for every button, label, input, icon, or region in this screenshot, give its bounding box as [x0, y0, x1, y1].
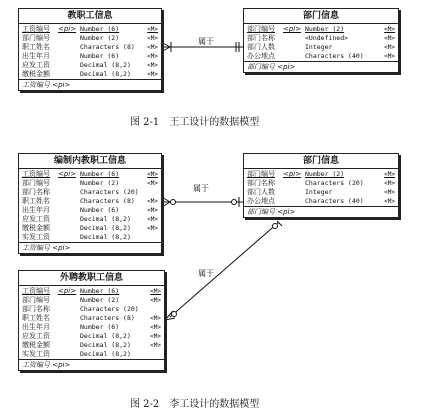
attribute-name: 部门人数: [247, 188, 275, 196]
attribute-mandatory: <M>: [147, 198, 158, 205]
attribute-name: 职工姓名: [22, 314, 50, 322]
attribute-type: Number (6): [80, 52, 120, 60]
attribute-row: [247, 34, 395, 43]
attribute-identifier: <pi>: [283, 25, 302, 33]
attribute-row: [22, 34, 158, 43]
attribute-type: Integer: [305, 188, 333, 196]
entity-identifier: 工资编号 <pi>: [19, 79, 161, 90]
attribute-mandatory: <M>: [147, 225, 158, 232]
attribute-identifier: <pi>: [58, 170, 77, 178]
attribute-row: [22, 350, 161, 359]
attribute-type: Characters (8): [80, 197, 135, 205]
attribute-row: [22, 341, 161, 350]
attribute-type: Characters (40): [305, 52, 364, 60]
attribute-mandatory: <M>: [147, 171, 158, 178]
attribute-type: Number (6): [80, 25, 120, 33]
attribute-type: Decimal (8,2): [80, 61, 131, 69]
fig2-entity-dept: [243, 153, 399, 218]
attribute-mandatory: <M>: [147, 207, 158, 214]
attribute-row: [247, 197, 395, 206]
attribute-mandatory: <M>: [147, 26, 158, 33]
attribute-name: 部门人数: [247, 43, 275, 51]
attribute-row: [22, 25, 158, 34]
attribute-type: Characters (20): [80, 305, 139, 313]
entity-title: 教职工信息: [19, 9, 161, 24]
attribute-row: [247, 43, 395, 52]
attribute-row: [247, 188, 395, 197]
attribute-row: [22, 179, 158, 188]
attribute-row: [22, 215, 158, 224]
attribute-type: Characters (20): [305, 179, 364, 187]
attribute-mandatory: <M>: [150, 315, 161, 322]
attribute-name: 应发工资: [22, 61, 50, 69]
attribute-row: [247, 25, 395, 34]
fig2-relation-label-1: 属于: [193, 184, 209, 193]
attribute-name: 职工姓名: [22, 197, 50, 205]
attribute-name: 工资编号: [22, 170, 50, 178]
attribute-identifier: <pi>: [58, 287, 77, 295]
attribute-type: Number (2): [305, 25, 345, 33]
attribute-name: 缴税金额: [22, 341, 50, 349]
attribute-name: 部门编号: [22, 296, 50, 304]
attribute-row: [22, 305, 161, 314]
attribute-type: Decimal (8,2): [80, 70, 131, 78]
attribute-name: 部门名称: [22, 305, 50, 313]
attribute-mandatory: <M>: [150, 333, 161, 340]
attribute-type: Number (2): [80, 296, 120, 304]
attribute-mandatory: <M>: [147, 216, 158, 223]
attribute-row: [22, 43, 158, 52]
attribute-mandatory: <M>: [147, 180, 158, 187]
attribute-name: 出生年月: [22, 206, 50, 214]
attribute-type: Number (2): [80, 34, 120, 42]
attribute-row: [247, 170, 395, 179]
attribute-identifier: <pi>: [58, 25, 77, 33]
attribute-mandatory: <M>: [147, 71, 158, 78]
entity-title: 编制内教职工信息: [19, 154, 161, 169]
entity-title: 部门信息: [244, 9, 398, 24]
attribute-type: Decimal (8,2): [80, 215, 131, 223]
attribute-mandatory: <M>: [384, 198, 395, 205]
attribute-row: [247, 52, 395, 61]
attribute-name: 出生年月: [22, 52, 50, 60]
entity-identifier: 工资编号 <pi>: [19, 242, 161, 253]
attribute-mandatory: <M>: [384, 180, 395, 187]
attribute-row: [22, 314, 161, 323]
attribute-mandatory: <M>: [150, 297, 161, 304]
attribute-mandatory: <M>: [384, 44, 395, 51]
attribute-mandatory: <M>: [147, 62, 158, 69]
attribute-row: [22, 52, 158, 61]
fig1-entity-dept: [243, 8, 399, 73]
attribute-name: 应发工资: [22, 332, 50, 340]
fig1-relation-label: 属于: [198, 37, 214, 46]
attribute-row: [22, 332, 161, 341]
attribute-name: 部门编号: [247, 25, 275, 33]
attribute-name: 办公地点: [247, 52, 275, 60]
attribute-name: 部门名称: [247, 34, 275, 42]
fig2-relationship-line-2: [165, 221, 282, 320]
attribute-name: 实发工资: [22, 233, 50, 241]
fig2-entity-staff-external: [18, 270, 165, 371]
entity-identifier: 部门编号 <pi>: [244, 206, 398, 217]
attribute-name: 缴税金额: [22, 224, 50, 232]
attribute-row: [22, 206, 158, 215]
attribute-name: 部门名称: [22, 188, 50, 196]
attribute-type: Characters (20): [80, 188, 139, 196]
attribute-row: [22, 61, 158, 70]
attribute-mandatory: <M>: [384, 171, 395, 178]
attribute-type: Decimal (8,2): [80, 233, 131, 241]
attribute-type: Number (6): [80, 206, 120, 214]
attribute-name: 部门编号: [22, 179, 50, 187]
attribute-type: Characters (8): [80, 314, 135, 322]
fig2-caption: 图 2-2 李工设计的数据模型: [130, 399, 260, 410]
attribute-row: [22, 233, 158, 242]
attribute-row: [22, 170, 158, 179]
attribute-name: 出生年月: [22, 323, 50, 331]
attribute-row: [22, 296, 161, 305]
attribute-mandatory: <M>: [147, 53, 158, 60]
attribute-row: [22, 224, 158, 233]
attribute-name: 职工姓名: [22, 43, 50, 51]
fig2-relation-label-2: 属于: [198, 269, 214, 278]
attribute-type: Characters (8): [80, 43, 135, 51]
attribute-type: Characters (40): [305, 197, 364, 205]
attribute-name: 缴税金额: [22, 70, 50, 78]
attribute-type: Number (6): [80, 323, 120, 331]
entity-title: 部门信息: [244, 154, 398, 169]
attribute-name: 工资编号: [22, 287, 50, 295]
attribute-name: 办公地点: [247, 197, 275, 205]
attribute-type: Number (6): [80, 170, 120, 178]
attribute-type: Number (2): [80, 179, 120, 187]
attribute-name: 实发工资: [22, 350, 50, 358]
attribute-name: 工资编号: [22, 25, 50, 33]
entity-identifier: 工资编号 <pi>: [19, 359, 164, 370]
fig2-entity-staff-internal: [18, 153, 162, 254]
attribute-name: 部门名称: [247, 179, 275, 187]
attribute-mandatory: <M>: [150, 324, 161, 331]
entity-identifier: 部门编号 <pi>: [244, 61, 398, 72]
attribute-type: Decimal (8,2): [80, 341, 131, 349]
attribute-type: Number (6): [80, 287, 120, 295]
attribute-mandatory: <M>: [384, 26, 395, 33]
attribute-row: [22, 197, 158, 206]
entity-title: 外聘教职工信息: [19, 271, 164, 286]
attribute-mandatory: <M>: [147, 35, 158, 42]
attribute-type: Decimal (8,2): [80, 332, 131, 340]
attribute-mandatory: <M>: [384, 53, 395, 60]
fig1-entity-staff: [18, 8, 162, 91]
attribute-type: <Undefined>: [305, 34, 349, 42]
attribute-type: Decimal (8,2): [80, 350, 131, 358]
attribute-type: Integer: [305, 43, 333, 51]
attribute-row: [247, 179, 395, 188]
attribute-mandatory: <M>: [150, 288, 161, 295]
attribute-row: [22, 323, 161, 332]
fig1-caption: 图 2-1 王工设计的数据模型: [130, 117, 260, 128]
attribute-row: [22, 70, 158, 79]
attribute-name: 部门编号: [22, 34, 50, 42]
attribute-name: 部门编号: [247, 170, 275, 178]
attribute-identifier: <pi>: [283, 170, 302, 178]
attribute-row: [22, 188, 158, 197]
attribute-type: Decimal (8,2): [80, 224, 131, 232]
attribute-mandatory: <M>: [147, 44, 158, 51]
attribute-name: 应发工资: [22, 215, 50, 223]
fig2-relationship-line-1: [162, 197, 243, 207]
attribute-mandatory: <M>: [384, 35, 395, 42]
attribute-row: [22, 287, 161, 296]
attribute-type: Number (2): [305, 170, 345, 178]
attribute-mandatory: <M>: [150, 342, 161, 349]
attribute-mandatory: <M>: [384, 189, 395, 196]
